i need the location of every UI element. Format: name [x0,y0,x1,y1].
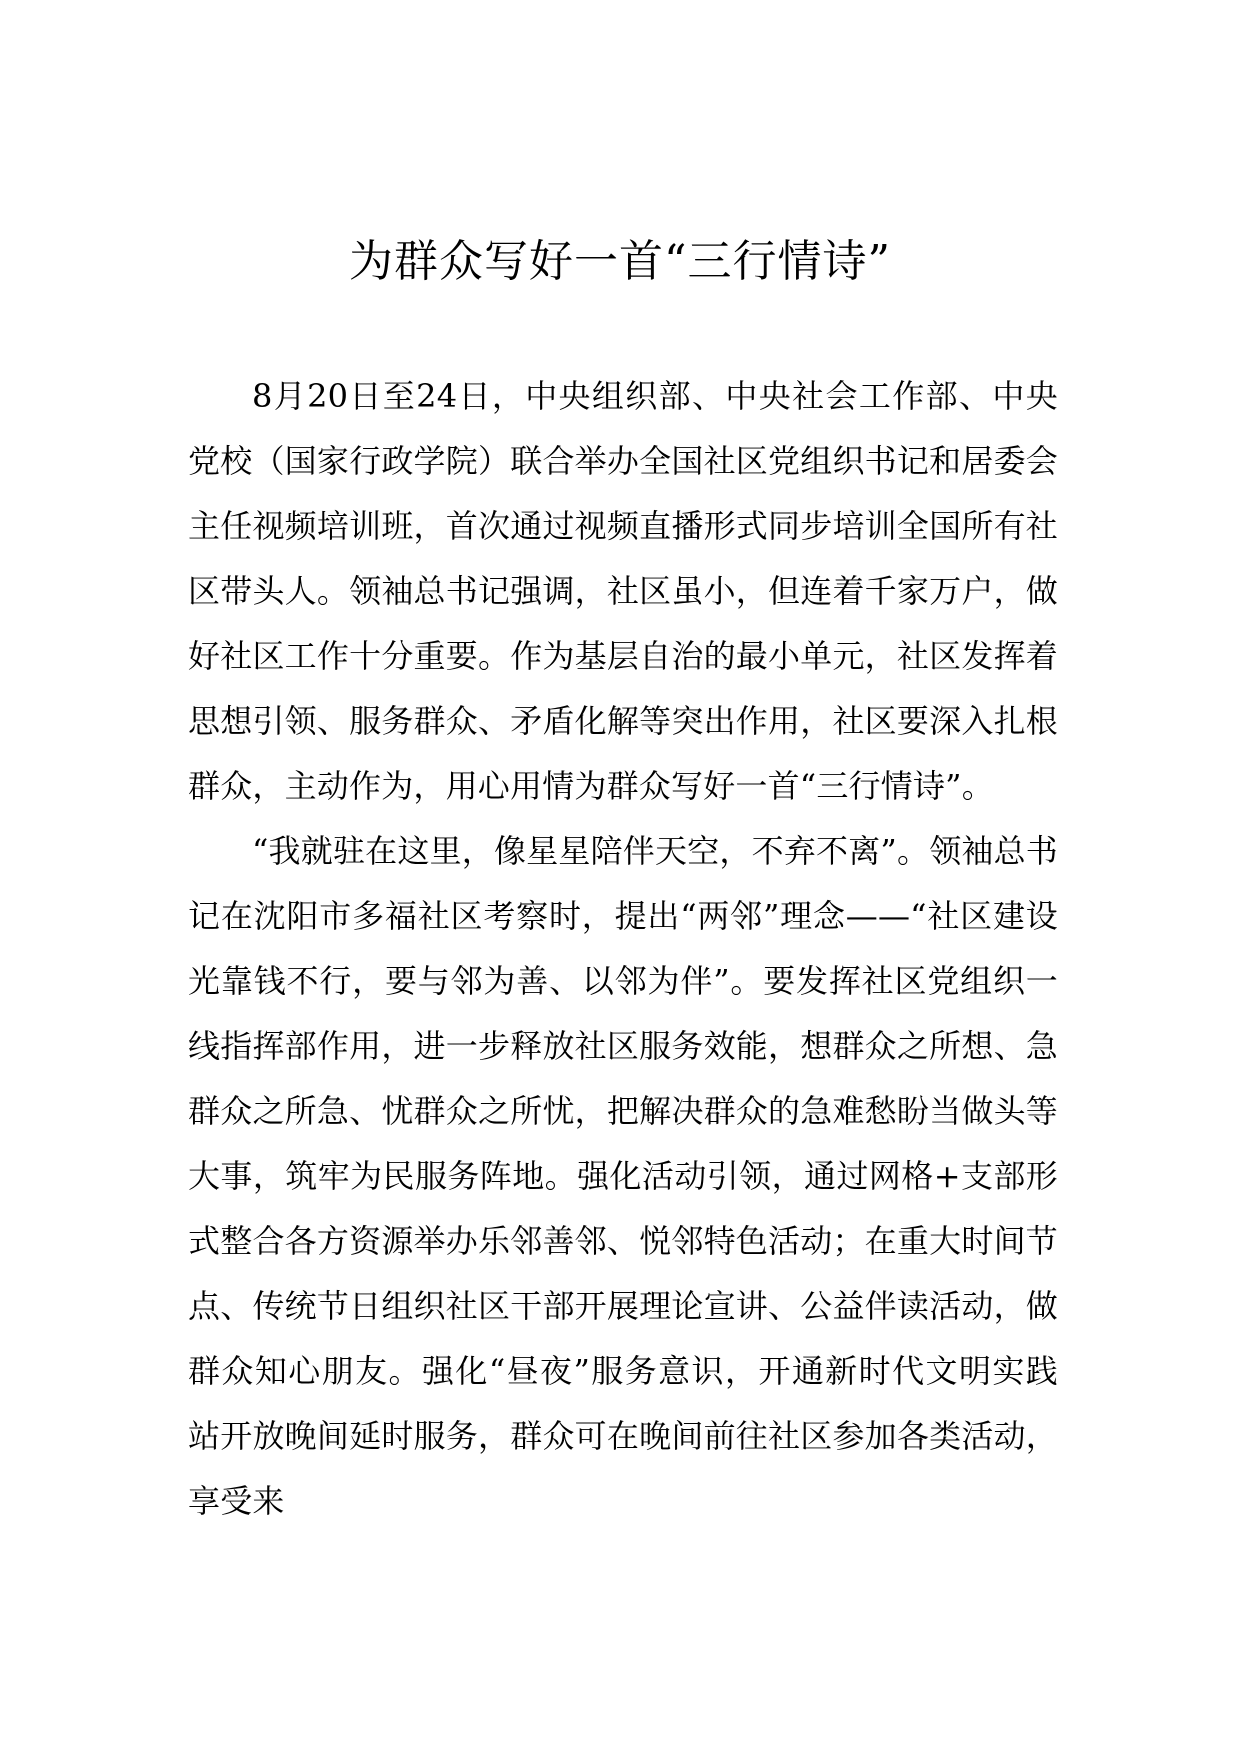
paragraph: 8月20日至24日，中央组织部、中央社会工作部、中央党校（国家行政学院）联合举办全国社区党组织书记和居委会主任视频培训班，首次通过视频直播形式同步培训全国所有社区带头人。领袖总书记强调，社区虽小，但连着千家万户，做好社区工作十分重要。作为基层自治的最小单元，社区发挥着思想引领、服务群众、矛盾化解等突出作用，社区要深入扎根群众，主动作为，用心用情为群众写好一首“三行情诗”。 [188,377,1058,805]
paragraph: “我就驻在这里，像星星陪伴天空，不弃不离”。领袖总书记在沈阳市多福社区考察时，提出“两邻”理念——“社区建设光靠钱不行，要与邻为善、以邻为伴”。要发挥社区党组织一线指挥部作用，进一步释放社区服务效能，想群众之所想、急群众之所急、忧群众之所忧，把解决群众的急难愁盼当做头等大事，筑牢为民服务阵地。强化活动引领，通过网格+支部形式整合各方资源举办乐邻善邻、悦邻特色活动；在重大时间节点、传统节日组织社区干部开展理论宣讲、公益伴读活动，做群众知心朋友。强化“昼夜”服务意识，开通新时代文明实践站开放晚间延时服务，群众可在晚间前往社区参加各类活动，享受来 [188,832,1058,1520]
document-title: 为群众写好一首“三行情诗” [349,236,891,287]
document-body [188,364,1058,1534]
